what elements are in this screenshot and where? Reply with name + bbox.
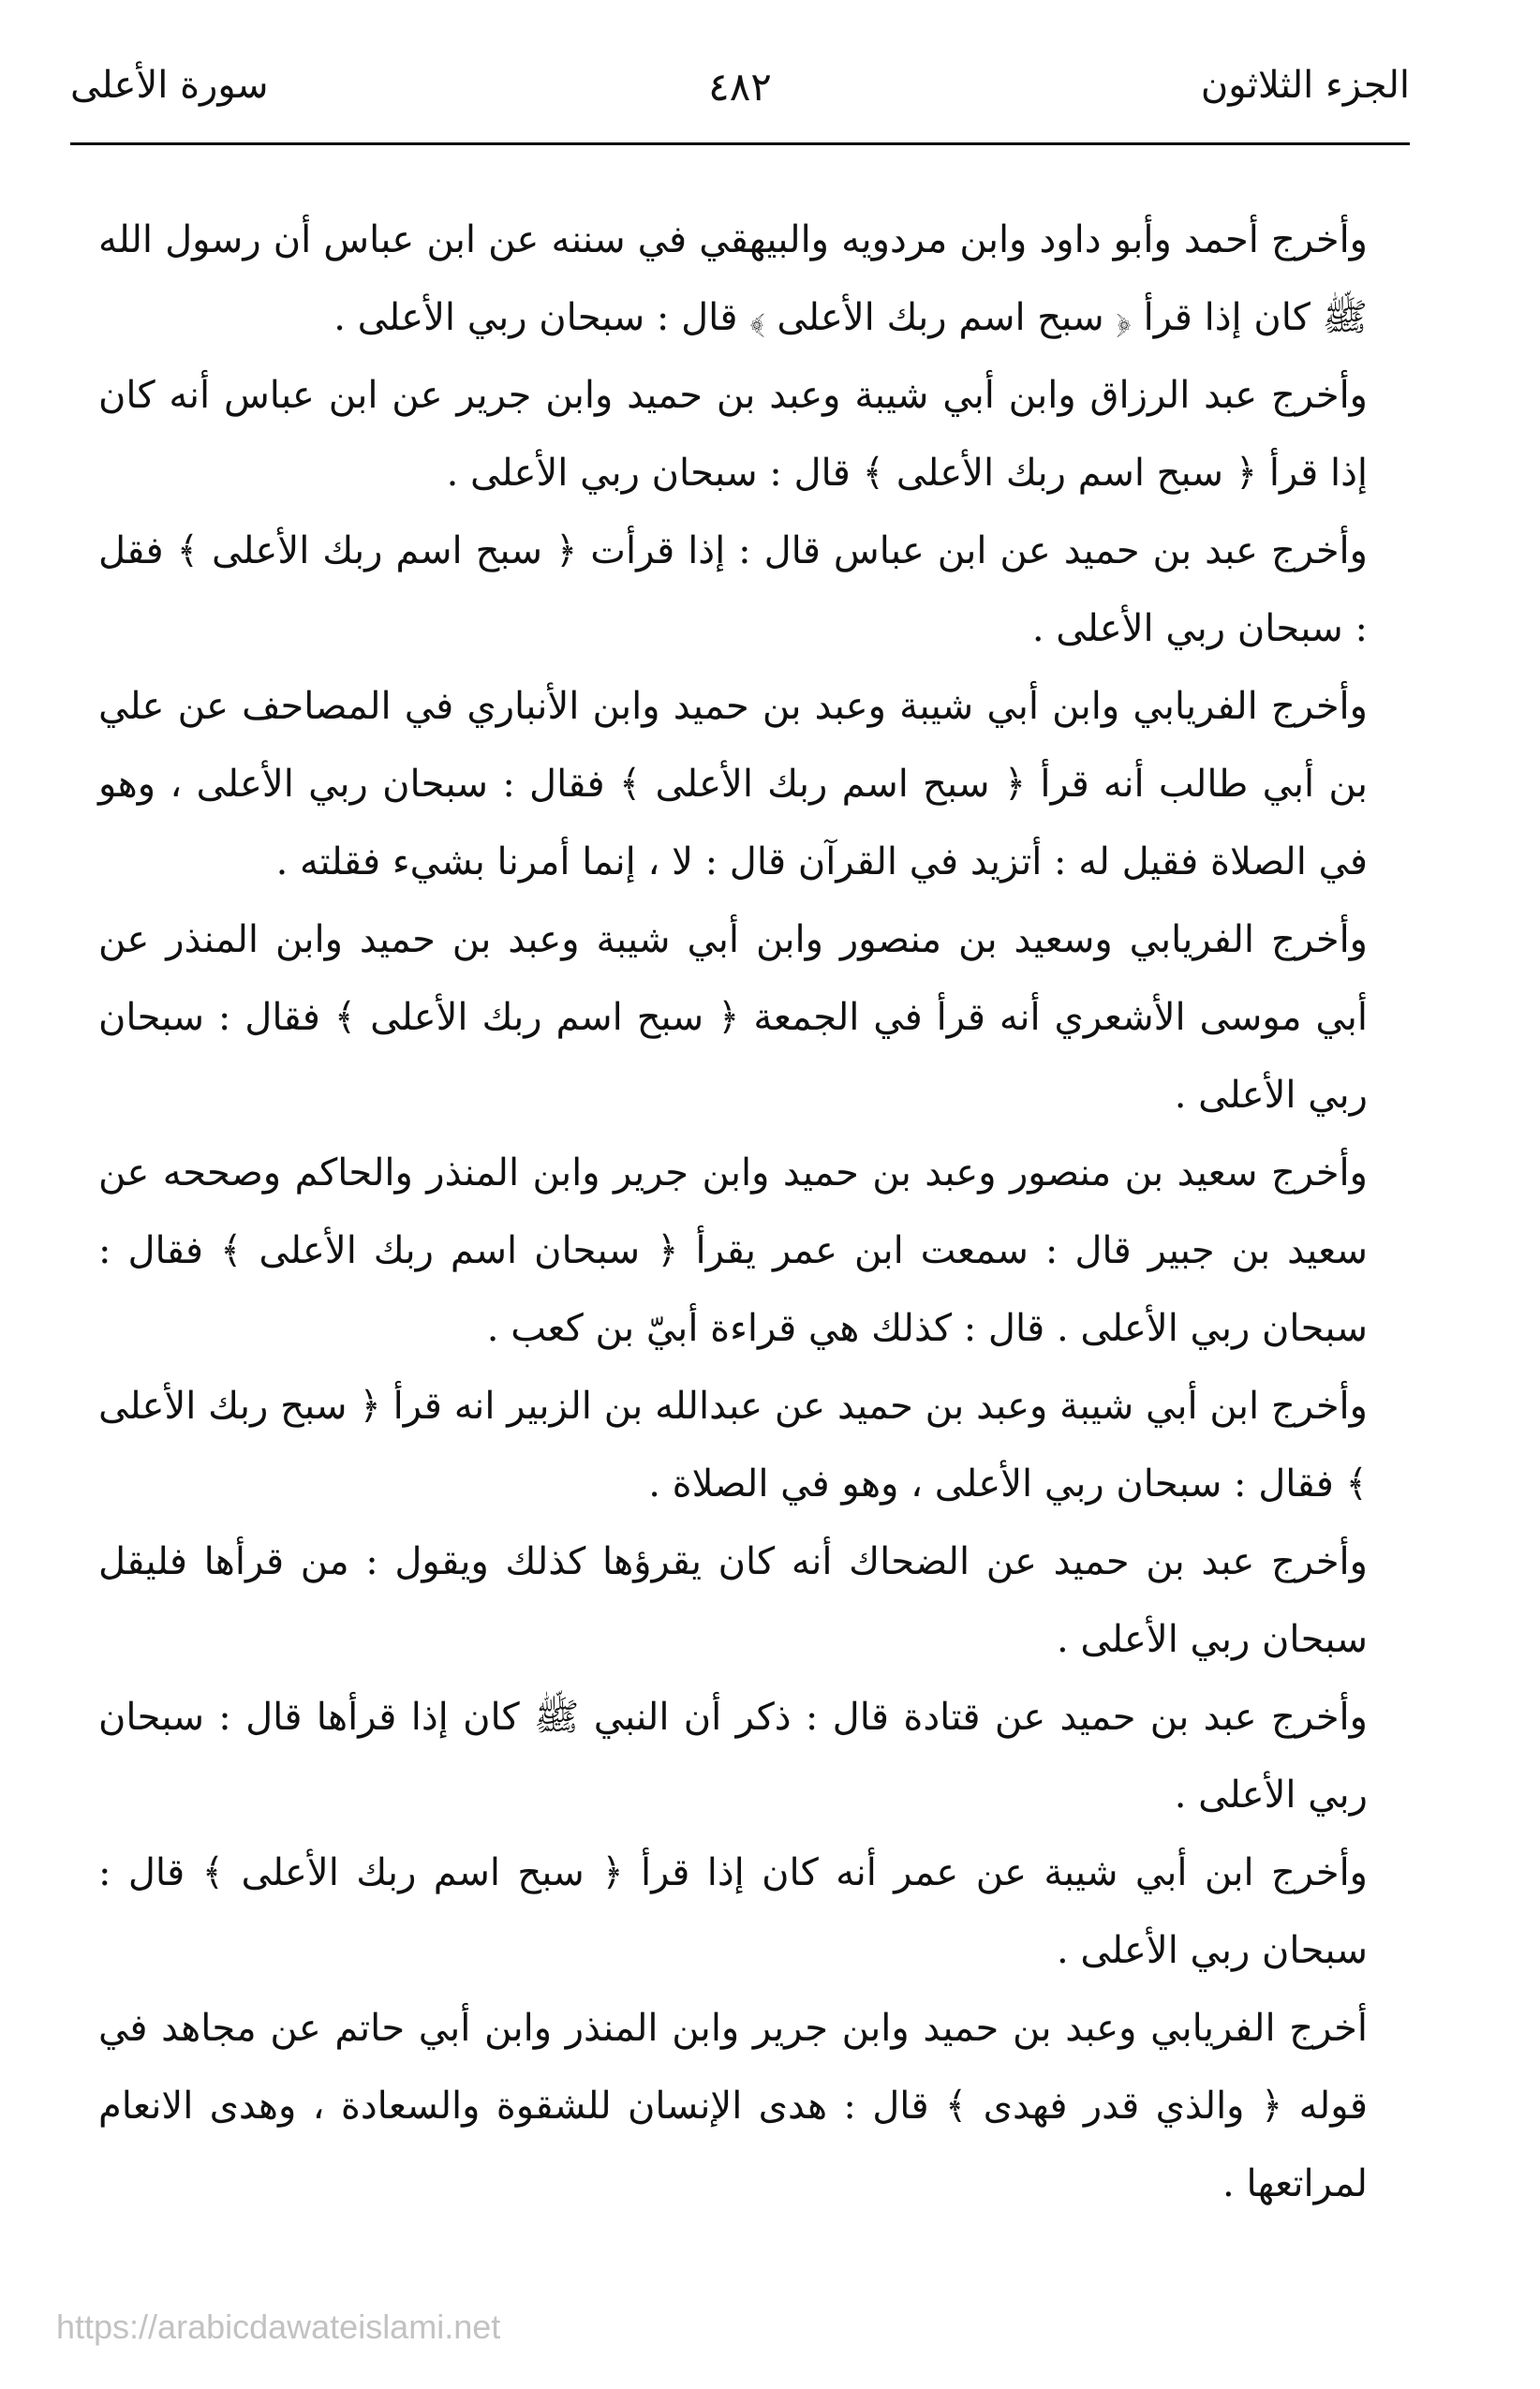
paragraph: وأخرج ابن أبي شيبة عن عمر أنه كان إذا قرأ ﴿ سبح اسم ربك الأعلى ﴾ قال : سبحان ربي الأعلى . [98, 1851, 1368, 1972]
paragraph: وأخرج عبد بن حميد عن الضحاك أنه كان يقرؤها كذلك ويقول : من قرأها فليقل سبحان ربي الأعلى . [98, 1540, 1368, 1661]
page-number: ٤٨٢ [708, 64, 772, 110]
paragraph: أخرج الفريابي وعبد بن حميد وابن جرير وابن المنذر وابن أبي حاتم عن مجاهد في قوله ﴿ والذي قدر فهدى ﴾ قال : هدى الإنسان للشقوة والسعادة ، وهدى الانعام لمراتعها . [98, 2007, 1368, 2205]
paragraph: وأخرج عبد بن حميد عن ابن عباس قال : إذا قرأت ﴿ سبح اسم ربك الأعلى ﴾ فقل : سبحان ربي الأعلى . [98, 529, 1368, 650]
surah-title: سورة الأعلى [70, 64, 269, 107]
source-watermark: https://arabicdawateislami.net [56, 2307, 501, 2346]
paragraph: وأخرج عبد الرزاق وابن أبي شيبة وعبد بن حميد وابن جرير عن ابن عباس أنه كان إذا قرأ ﴿ سبح اسم ربك الأعلى ﴾ قال : سبحان ربي الأعلى . [98, 374, 1368, 495]
paragraph: وأخرج ابن أبي شيبة وعبد بن حميد عن عبدالله بن الزبير انه قرأ ﴿ سبح ربك الأعلى ﴾ فقال : سبحان ربي الأعلى ، وهو في الصلاة . [98, 1385, 1368, 1506]
paragraph: وأخرج الفريابي وسعيد بن منصور وابن أبي شيبة وعبد بن حميد وابن المنذر عن أبي موسى الأشعري أنه قرأ في الجمعة ﴿ سبح اسم ربك الأعلى ﴾ فقال : سبحان ربي الأعلى . [98, 918, 1368, 1117]
paragraph: وأخرج سعيد بن منصور وعبد بن حميد وابن جرير وابن المنذر والحاكم وصححه عن سعيد بن جبير قال : سمعت ابن عمر يقرأ ﴿ سبحان اسم ربك الأعلى ﴾ فقال : سبحان ربي الأعلى . قال : كذلك هي قراءة أبيّ بن كعب . [98, 1151, 1368, 1350]
page-body [98, 201, 1368, 2223]
paragraph: وأخرج أحمد وأبو داود وابن مردويه والبيهقي في سننه عن ابن عباس أن رسول الله ﷺ كان إذا قرأ ﴿ سبح اسم ربك الأعلى ﴾ قال : سبحان ربي الأعلى . [98, 218, 1368, 339]
header-divider [70, 142, 1410, 145]
page-header [70, 56, 1410, 131]
paragraph: وأخرج الفريابي وابن أبي شيبة وعبد بن حميد وابن الأنباري في المصاحف عن علي بن أبي طالب أنه قرأ ﴿ سبح اسم ربك الأعلى ﴾ فقال : سبحان ربي الأعلى ، وهو في الصلاة فقيل له : أتزيد في القرآن قال : لا ، إنما أمرنا بشيء فقلته . [98, 685, 1368, 883]
paragraph: وأخرج عبد بن حميد عن قتادة قال : ذكر أن النبي ﷺ كان إذا قرأها قال : سبحان ربي الأعلى . [98, 1696, 1368, 1817]
part-title: الجزء الثلاثون [1200, 64, 1410, 107]
